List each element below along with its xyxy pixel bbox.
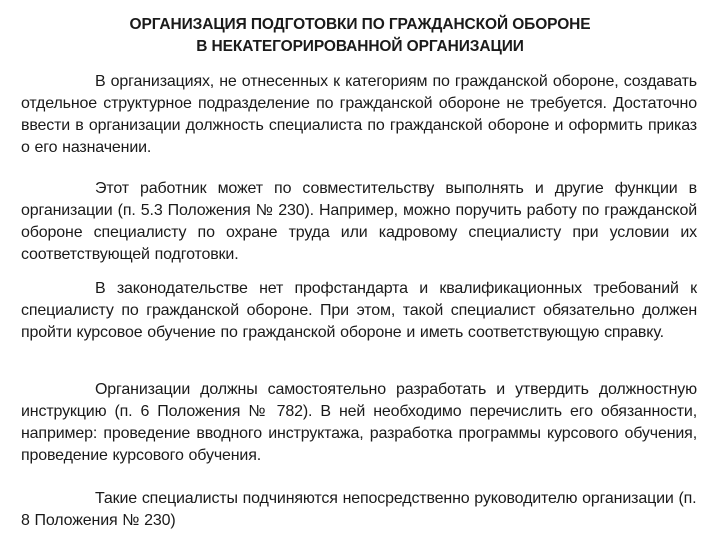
paragraph-5: Такие специалисты подчиняются непосредственно руководителю организации (п. 8 Положения № 230) bbox=[21, 490, 697, 529]
page-title bbox=[0, 14, 720, 58]
title-line-1: ОРГАНИЗАЦИЯ ПОДГОТОВКИ ПО ГРАЖДАНСКОЙ ОБОРОНЕ bbox=[129, 16, 591, 33]
paragraph-2: Этот работник может по совместительству выполнять и другие функции в организации (п. 5.3 Положения № 230). Например, можно поручить работу по гражданской обороне специалисту по охране труда или кадровому специалисту при условии их соответствующей подготовки. bbox=[21, 180, 697, 263]
title-line-2: В НЕКАТЕГОРИРОВАННОЙ ОРГАНИЗАЦИИ bbox=[196, 38, 524, 55]
paragraph-1: В организациях, не отнесенных к категориям по гражданской обороне, создавать отдельное структурное подразделение по гражданской обороне не требуется. Достаточно ввести в организации должность специалиста по гражданской обороне и оформить приказ о его назначении. bbox=[21, 73, 697, 156]
paragraph-3: В законодательстве нет профстандарта и квалификационных требований к специалисту по гражданской обороне. При этом, такой специалист обязательно должен пройти курсовое обучение по гражданской обороне и иметь соответствующую справку. bbox=[21, 280, 697, 341]
paragraph-4: Организации должны самостоятельно разработать и утвердить должностную инструкцию (п. 6 Положения № 782). В ней необходимо перечислить его обязанности, например: проведение вводного инструктажа, разработка программы курсового обучения, проведение курсового обучения. bbox=[21, 381, 697, 464]
